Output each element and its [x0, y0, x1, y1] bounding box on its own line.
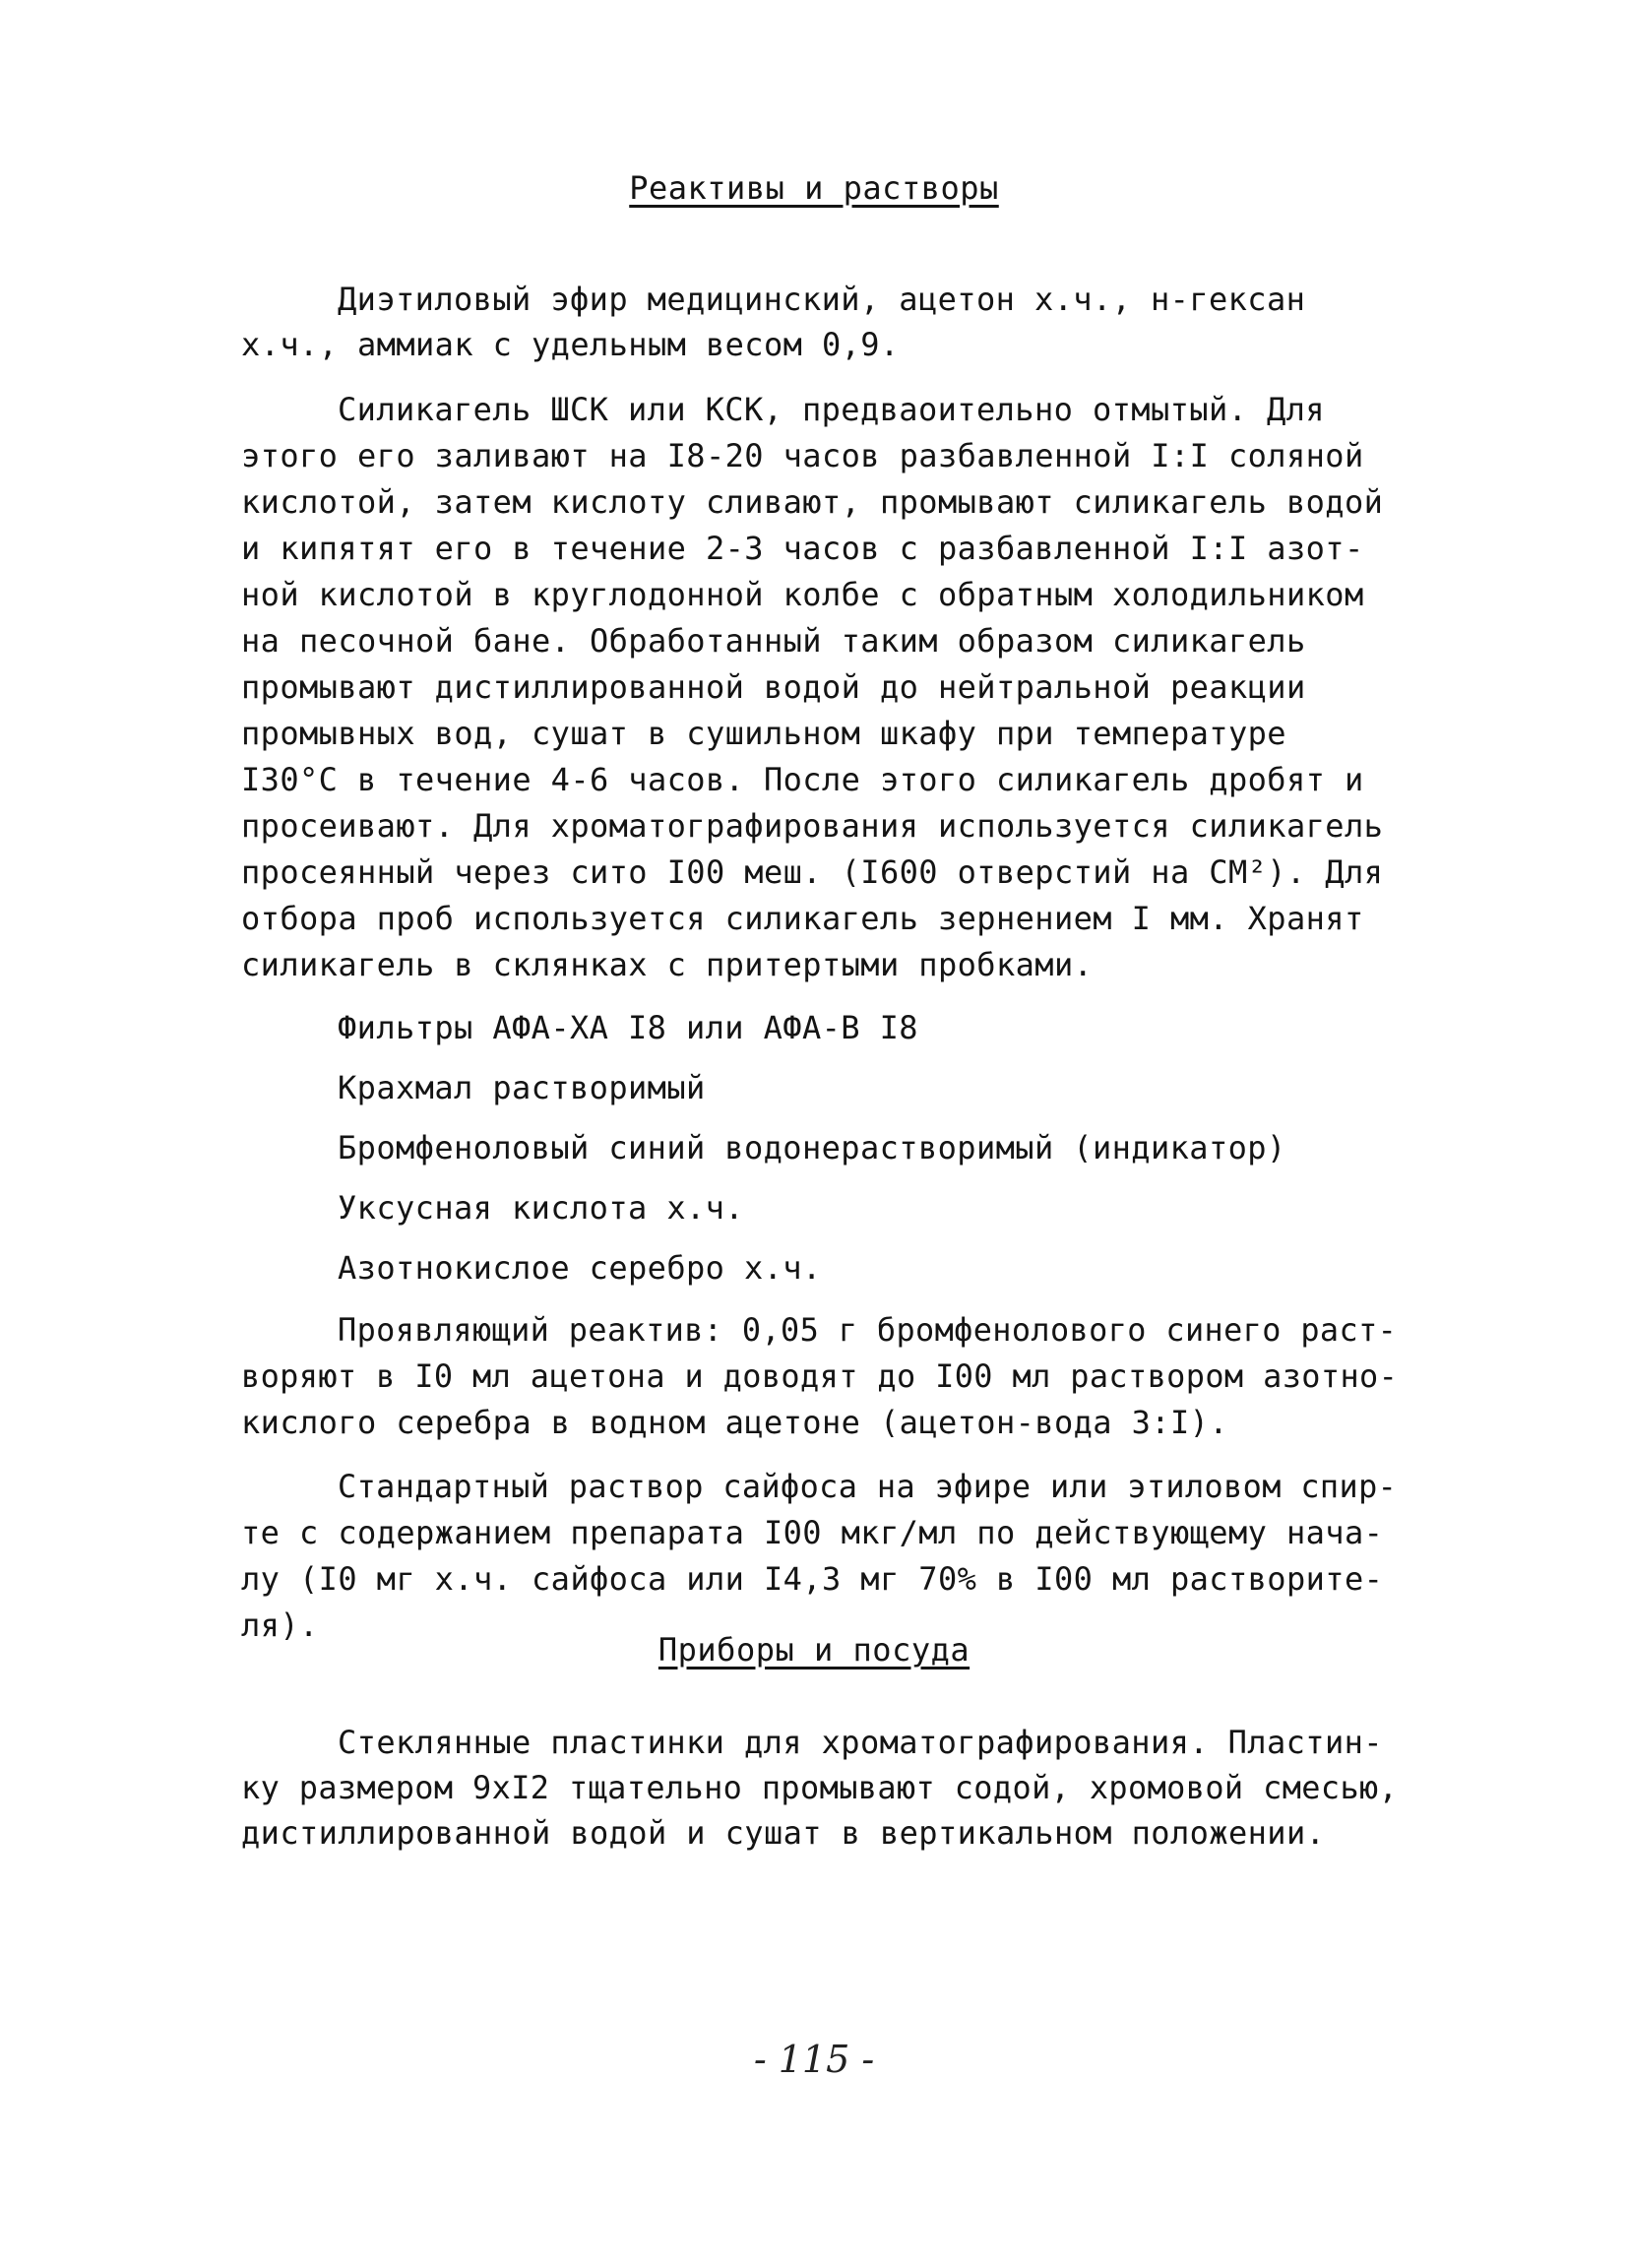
text-line: Стандартный раствор сайфоса на эфире или этиловом спир-	[338, 1468, 1398, 1505]
text-line: Силикагель ШСК или КСК, предваоительно отмытый. Для	[338, 391, 1325, 428]
text-line: Стеклянные пластинки для хроматографирования. Пластин-	[338, 1724, 1383, 1761]
text-line: кислотой, затем кислоту сливают, промывают силикагель водой	[241, 483, 1384, 521]
text-line: дистиллированной водой и сушат в вертикальном положении.	[241, 1814, 1326, 1852]
text-line: Бромфеноловый синий водонерастворимый (индикатор)	[338, 1129, 1286, 1166]
text-line: Азотнокислое серебро х.ч.	[338, 1249, 822, 1287]
text-line: I30°С в течение 4-6 часов. После этого силикагель дробят и	[241, 761, 1364, 798]
text-line: ку размером 9хI2 тщательно промывают содой, хромовой смесью,	[241, 1769, 1399, 1806]
text-line: ной кислотой в круглодонной колбе с обратным холодильником	[241, 576, 1364, 613]
text-line: Диэтиловый эфир медицинский, ацетон х.ч., н-гексан	[338, 281, 1306, 318]
text-line: ля).	[241, 1606, 319, 1644]
text-line: просеивают. Для хроматографирования используется силикагель	[241, 807, 1384, 845]
section-title-equipment: Приборы и посуда	[657, 1631, 971, 1669]
text-line: и кипятят его в течение 2-3 часов с разбавленной I:I азот-	[241, 530, 1364, 567]
text-line: те с содержанием препарата I00 мкг/мл по действующему нача-	[241, 1514, 1384, 1551]
text-line: кислого серебра в водном ацетоне (ацетон-вода 3:I).	[241, 1404, 1228, 1441]
text-line: отбора проб используется силикагель зернением I мм. Хранят	[241, 900, 1364, 937]
page-number: - 115 -	[753, 2038, 875, 2081]
text-line: Проявляющий реактив: 0,05 г бромфенолового синего раст-	[338, 1311, 1398, 1349]
text-line: просеянный через сито I00 меш. (I600 отверстий на СМ²). Для	[241, 853, 1384, 891]
text-line: силикагель в склянках с притертыми пробками.	[241, 946, 1094, 983]
text-line: Уксусная кислота х.ч.	[338, 1189, 744, 1227]
text-line: воряют в I0 мл ацетона и доводят до I00 мл раствором азотно-	[241, 1357, 1399, 1395]
section-title-reagents: Реактивы и растворы	[629, 169, 999, 207]
text-line: Крахмал растворимый	[338, 1069, 706, 1106]
text-line: лу (I0 мг х.ч. сайфоса или I4,3 мг 70% в I00 мл растворите-	[241, 1560, 1384, 1598]
text-line: х.ч., аммиак с удельным весом 0,9.	[241, 326, 900, 363]
text-line: на песочной бане. Обработанный таким образом силикагель	[241, 622, 1306, 660]
text-line: промывают дистиллированной водой до нейтральной реакции	[241, 668, 1306, 706]
text-line: этого его заливают на I8-20 часов разбавленной I:I соляной	[241, 437, 1364, 474]
text-line: промывных вод, сушат в сушильном шкафу при температуре	[241, 715, 1286, 752]
text-line: Фильтры АФА-ХА I8 или АФА-В I8	[338, 1009, 918, 1046]
